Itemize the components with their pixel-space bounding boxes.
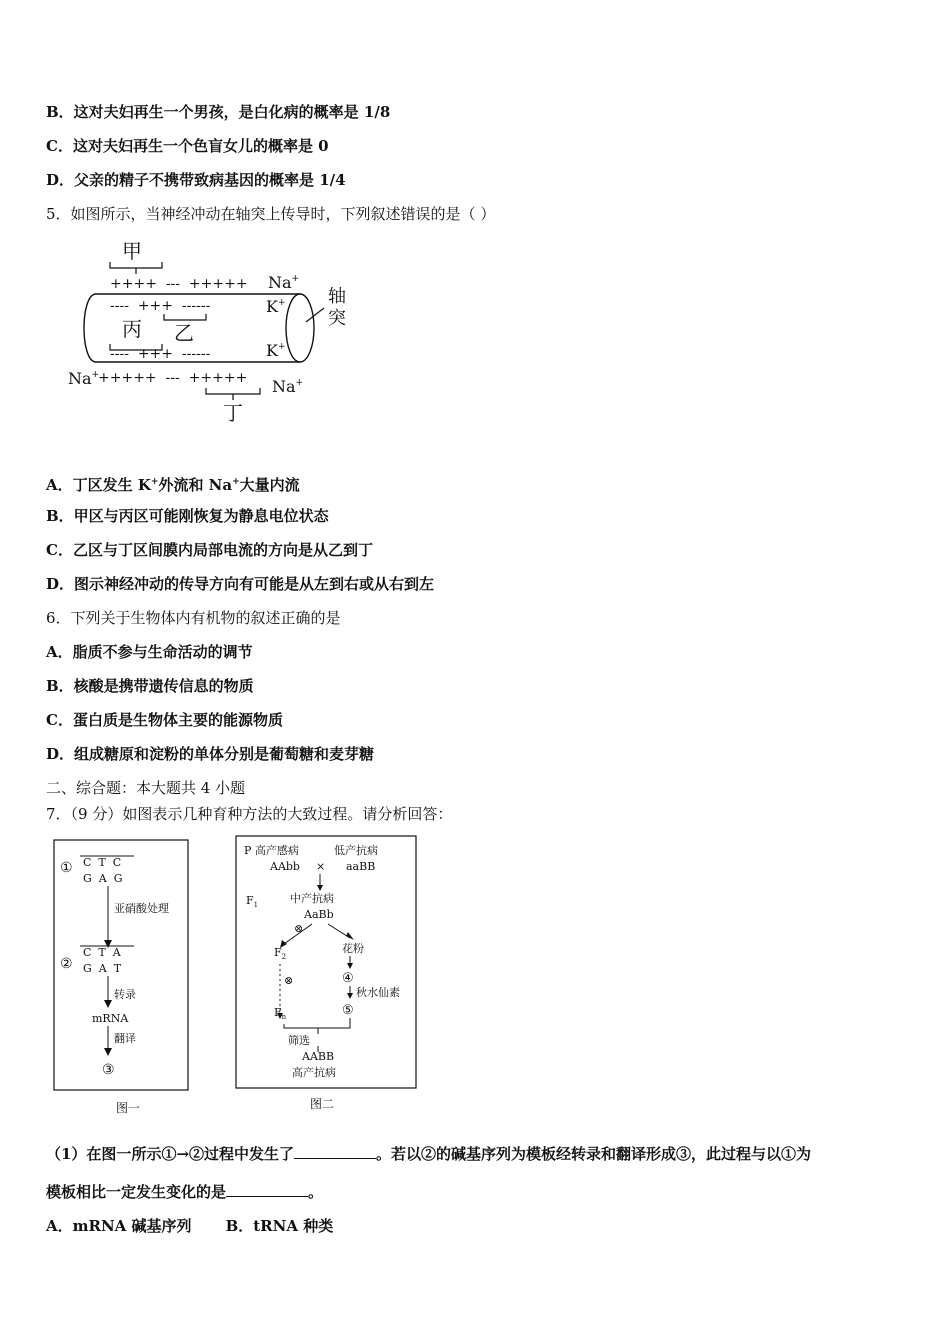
fig2-result-pheno: 高产抗病 bbox=[292, 1066, 336, 1079]
figure-one bbox=[50, 836, 200, 1126]
q6-option-a: A．脂质不参与生命活动的调节 bbox=[46, 643, 253, 661]
label-ding: 丁 bbox=[223, 401, 243, 425]
axon-label-2: 突 bbox=[328, 308, 346, 329]
k-upper: K bbox=[266, 297, 278, 316]
answer-blank-2[interactable] bbox=[226, 1182, 308, 1197]
fig2-p-label: P 高产感病 bbox=[244, 844, 299, 857]
q4-option-d: D．父亲的精子不携带致病基因的概率是 1/4 bbox=[46, 171, 346, 189]
top-charge-row: ++++ --- +++++ bbox=[110, 276, 248, 292]
fig1-circle-2: ② bbox=[60, 956, 73, 972]
q5-stem: 5．如图所示，当神经冲动在轴突上传导时，下列叙述错误的是（ ） bbox=[46, 205, 496, 223]
fig2-circle-5: ⑤ bbox=[342, 1003, 354, 1018]
q6-option-c: C．蛋白质是生物体主要的能源物质 bbox=[46, 711, 283, 729]
fig2-colchicine: 秋水仙素 bbox=[356, 986, 400, 999]
answer-blank-1[interactable] bbox=[294, 1144, 376, 1159]
svg-text:F2: $F_2$ bbox=[274, 946, 287, 961]
k-lower: K bbox=[266, 341, 278, 360]
fig2-cross: × bbox=[316, 860, 326, 873]
label-bing: 丙 bbox=[122, 317, 142, 341]
q7-option-a: A．mRNA 碱基序列 bbox=[46, 1217, 192, 1235]
svg-text:Fn: $F_n$ bbox=[274, 1006, 287, 1021]
svg-text:Na+: Na+ bbox=[68, 369, 100, 388]
fig2-self-1: ⊗ bbox=[294, 922, 304, 935]
fig2-fn: F bbox=[274, 1006, 282, 1019]
axon-figure bbox=[60, 232, 380, 432]
axon-label-1: 轴 bbox=[328, 286, 346, 307]
fig2-circle-4: ④ bbox=[342, 971, 354, 986]
fig2-p-right: 低产抗病 bbox=[334, 844, 378, 857]
label-jia: 甲 bbox=[122, 239, 142, 263]
fig2-f2: F bbox=[274, 946, 282, 959]
fig1-circle-1: ① bbox=[60, 860, 73, 876]
fig2-f1-geno: AaBb bbox=[304, 908, 334, 921]
fig1-step-nitrous: 亚硝酸处理 bbox=[114, 902, 169, 915]
fig2-f1: F bbox=[246, 894, 254, 907]
fig2-result-geno: AABB bbox=[302, 1050, 335, 1063]
q5-option-a: A．丁区发生 K+外流和 Na+大量内流 bbox=[46, 476, 300, 494]
fig2-self-2: ⊗ bbox=[284, 974, 294, 987]
figure-two bbox=[232, 832, 432, 1122]
q7-option-b: B．tRNA 种类 bbox=[225, 1217, 334, 1235]
q5-option-c: C．乙区与丁区间膜内局部电流的方向是从乙到丁 bbox=[46, 541, 373, 559]
q4-option-c: C．这对夫妇再生一个色盲女儿的概率是 0 bbox=[46, 137, 329, 155]
fig1-caption: 图一 bbox=[116, 1101, 141, 1115]
svg-text:Na+: Na+ bbox=[268, 273, 300, 292]
svg-text:K+: K+ bbox=[266, 297, 286, 316]
svg-text:Na+: Na+ bbox=[272, 377, 304, 396]
fig2-p-geno-right: aaBB bbox=[346, 860, 376, 873]
fig2-f1-pheno: 中产抗病 bbox=[290, 892, 334, 905]
q6-stem: 6．下列关于生物体内有机物的叙述正确的是 bbox=[46, 609, 341, 627]
fig1-step-translation: 翻译 bbox=[114, 1032, 136, 1045]
fig2-p-geno-left: AAbb bbox=[270, 860, 300, 873]
fig1-seq1-top: C T C bbox=[83, 856, 122, 869]
label-yi: 乙 bbox=[174, 321, 194, 345]
bottom-charge-row: +++++ --- +++++ bbox=[98, 370, 248, 386]
lower-inner-charge-row: ---- +++ ------ bbox=[110, 346, 211, 362]
fig2-pollen: 花粉 bbox=[342, 942, 364, 955]
na-top-right: Na bbox=[268, 273, 292, 292]
q7-options bbox=[46, 1216, 333, 1236]
na-bottom-right: Na bbox=[272, 377, 296, 396]
fig1-mrna: mRNA bbox=[92, 1012, 129, 1025]
q6-option-b: B．核酸是携带遗传信息的物质 bbox=[46, 677, 254, 695]
fig1-seq2-bottom: G A T bbox=[83, 962, 122, 975]
fig1-step-transcription: 转录 bbox=[114, 988, 136, 1001]
q4-option-b: B．这对夫妇再生一个男孩，是白化病的概率是 1/8 bbox=[46, 103, 391, 121]
q7-sub1-line1: （1）在图一所示①→②过程中发生了 。若以②的碱基序列为模板经转录和翻译形成③，此过程与以①为 bbox=[46, 1145, 812, 1163]
fig2-screen: 筛选 bbox=[288, 1034, 310, 1047]
q7-stem: 7．（9 分）如图表示几种育种方法的大致过程。请分析回答： bbox=[46, 805, 453, 823]
svg-text:K+: K+ bbox=[266, 341, 286, 360]
na-bottom-left: Na bbox=[68, 369, 92, 388]
q5-option-d: D．图示神经冲动的传导方向有可能是从左到右或从右到左 bbox=[46, 575, 435, 593]
q5-option-b: B．甲区与丙区可能刚恢复为静息电位状态 bbox=[46, 507, 329, 525]
fig1-circle-3: ③ bbox=[102, 1062, 115, 1078]
q7-sub1-line2: 模板相比一定发生变化的是 。 bbox=[46, 1183, 324, 1201]
upper-inner-charge-row: ---- +++ ------ bbox=[110, 298, 211, 314]
fig1-seq1-bottom: G A G bbox=[83, 872, 123, 885]
section-heading: 二、综合题：本大题共 4 小题 bbox=[46, 779, 246, 797]
fig2-caption: 图二 bbox=[310, 1097, 335, 1111]
svg-text:F1: $F_1$ bbox=[246, 894, 259, 909]
q6-option-d: D．组成糖原和淀粉的单体分别是葡萄糖和麦芽糖 bbox=[46, 745, 375, 763]
fig1-seq2-top: C T A bbox=[83, 946, 121, 959]
